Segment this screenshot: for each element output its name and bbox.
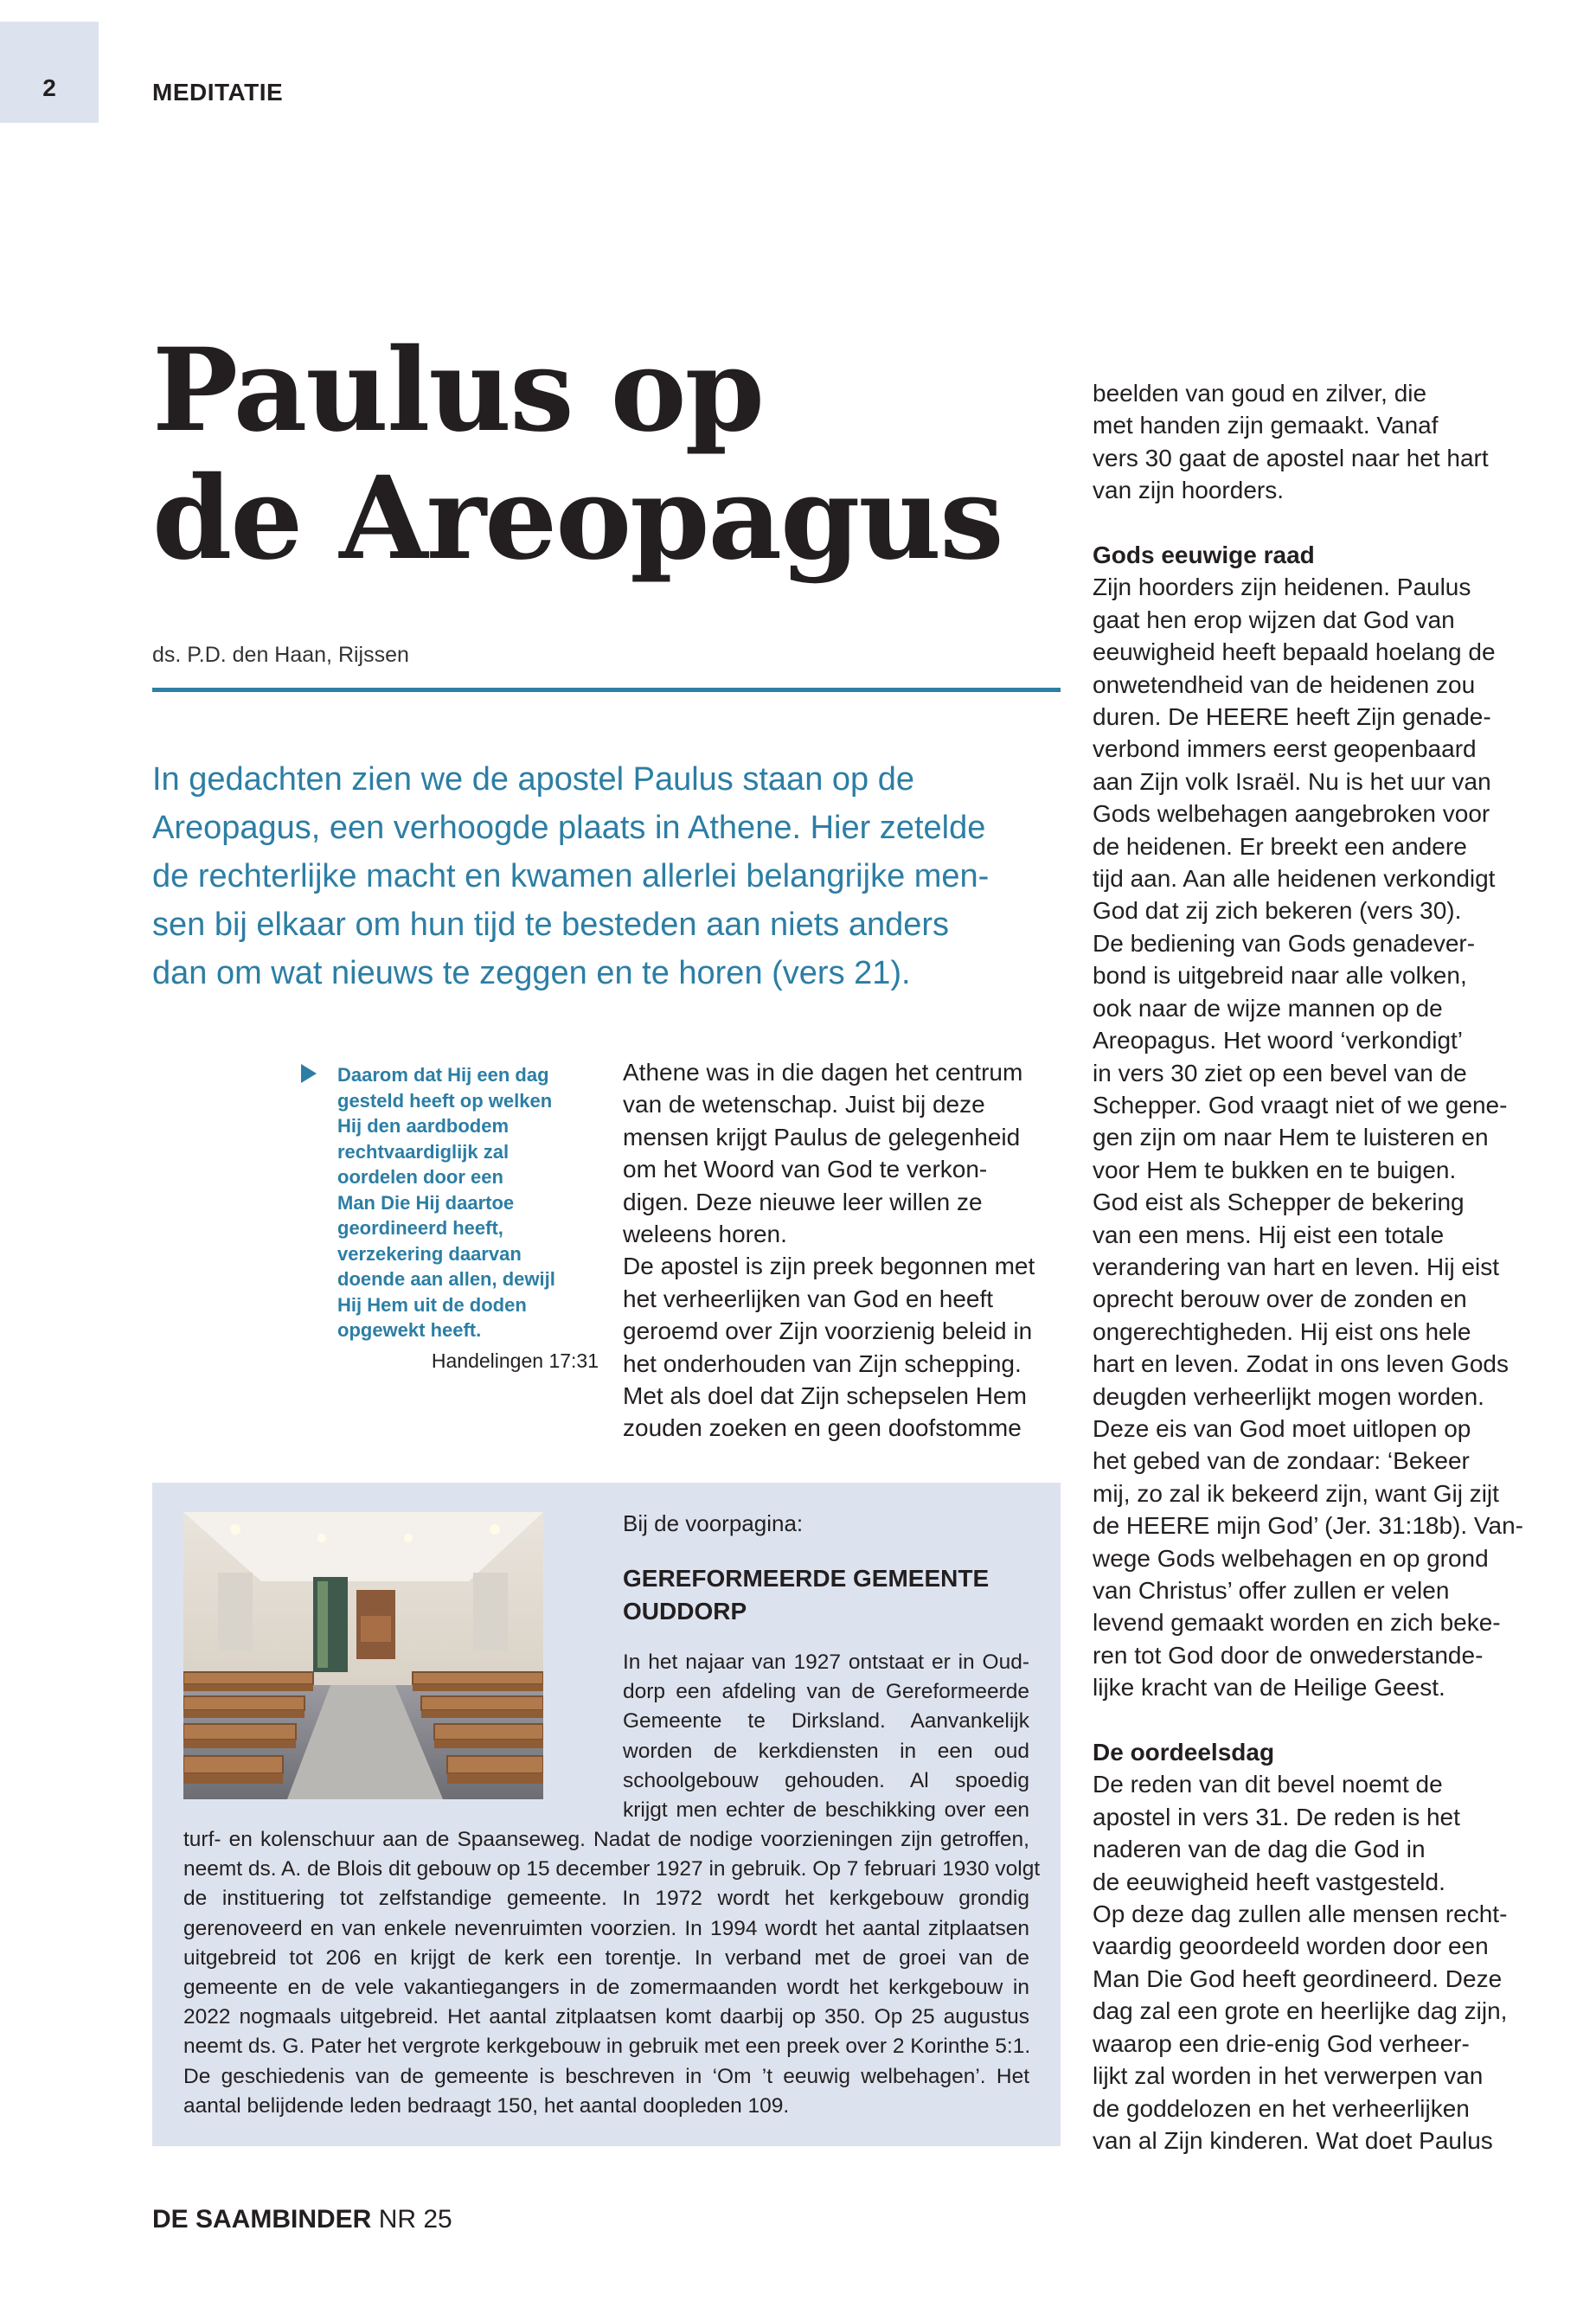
text-line: duren. De HEERE heeft Zijn genade- bbox=[1093, 703, 1491, 731]
text-line: hart en leven. Zodat in ons leven Gods bbox=[1093, 1350, 1509, 1378]
text-line: De apostel is zijn preek begonnen met bbox=[623, 1253, 1035, 1280]
text-line: Gemeente te Dirksland. Aanvankelijk bbox=[623, 1709, 1029, 1734]
text-line: met handen zijn gemaakt. Vanaf bbox=[1093, 412, 1439, 439]
text-line: gerenoveerd en van enkele nevenruimten voorzien. In 1994 wordt het aantal zitplaatsen bbox=[183, 1916, 1029, 1940]
text-line: verandering van hart en leven. Hij eist bbox=[1093, 1253, 1500, 1280]
text-line: in vers 30 ziet op een bevel van de bbox=[1093, 1059, 1467, 1086]
text-line: tijd aan. Aan alle heidenen verkondigt bbox=[1093, 865, 1496, 893]
text-line: opgewekt heeft. bbox=[337, 1319, 482, 1341]
infobox-title-line: OUDDORP bbox=[623, 1598, 747, 1625]
text-line: In gedachten zien we de apostel Paulus staan op de bbox=[152, 761, 914, 798]
text-line: verzekering daarvan bbox=[337, 1242, 522, 1265]
section-heading: Gods eeuwige raad bbox=[1093, 542, 1315, 569]
text-line: de goddelozen en het verheerlijken bbox=[1093, 2094, 1470, 2122]
section-label: MEDITATIE bbox=[152, 79, 284, 106]
text-line: van al Zijn kinderen. Wat doet Paulus bbox=[1093, 2126, 1493, 2154]
title-line: de Areopagus bbox=[152, 452, 1003, 586]
text-line: het verheerlijken van God en heeft bbox=[623, 1285, 994, 1312]
lead-paragraph bbox=[152, 755, 1069, 997]
article-title bbox=[152, 324, 1069, 586]
text-line: de heidenen. Er breekt een andere bbox=[1093, 832, 1467, 860]
text-line: dag zal een grote en heerlijke dag zijn, bbox=[1093, 1997, 1508, 2025]
text-line: Hij den aardbodem bbox=[337, 1115, 510, 1137]
text-line: voor Hem te bukken en te buigen. bbox=[1093, 1156, 1457, 1183]
text-line: gen zijn om naar Hem te luisteren en bbox=[1093, 1124, 1489, 1151]
text-line: Man Die God heeft geordineerd. Deze bbox=[1093, 1965, 1503, 1992]
text-line: Hij Hem uit de doden bbox=[337, 1293, 527, 1316]
infobox-text-beside-photo bbox=[623, 1648, 1029, 1825]
footer-issue: NR 25 bbox=[378, 2205, 452, 2234]
text-line: gemeente en de vele vakantiegangers in de zomermaanden wordt het kerkgebouw in bbox=[183, 1976, 1029, 2000]
text-line: wege Gods welbehagen en op grond bbox=[1093, 1544, 1489, 1572]
text-line: In het najaar van 1927 ontstaat er in Oud- bbox=[623, 1650, 1029, 1674]
text-line: De reden van dit bevel noemt de bbox=[1093, 1771, 1443, 1798]
section-heading: De oordeelsdag bbox=[1093, 1739, 1275, 1766]
text-line: De bediening van Gods genadever- bbox=[1093, 929, 1476, 957]
text-line: Deze eis van God moet uitlopen op bbox=[1093, 1414, 1471, 1442]
text-line: gaat hen erop wijzen dat God van bbox=[1093, 606, 1455, 633]
text-line: van een mens. Hij eist een totale bbox=[1093, 1221, 1445, 1248]
text-line: De geschiedenis van de gemeente is beschreven in ‘Om ’t eeuwig welbehagen’. Het bbox=[183, 2064, 1029, 2088]
text-line: doende aan allen, dewijl bbox=[337, 1268, 555, 1290]
text-line: worden de kerkdiensten in een oud bbox=[623, 1739, 1029, 1763]
title-divider bbox=[152, 688, 1061, 692]
infobox-title bbox=[623, 1562, 989, 1628]
text-line: ongerechtigheden. Hij eist ons hele bbox=[1093, 1317, 1471, 1345]
text-line: levend gemaakt worden en zich beke- bbox=[1093, 1609, 1501, 1637]
text-line: van Christus’ offer zullen er velen bbox=[1093, 1577, 1450, 1605]
quote-reference: Handelingen 17:31 bbox=[431, 1349, 599, 1372]
text-line: dan om wat nieuws te zeggen en te horen (vers 21). bbox=[152, 955, 911, 991]
text-line: lijkt zal worden in het verwerpen van bbox=[1093, 2062, 1484, 2090]
text-line: digen. Deze nieuwe leer willen ze bbox=[623, 1188, 983, 1215]
text-line: Gods welbehagen aangebroken voor bbox=[1093, 800, 1490, 828]
text-line: geordineerd heeft, bbox=[337, 1217, 503, 1239]
footer bbox=[152, 2204, 452, 2235]
infobox-label: Bij de voorpagina: bbox=[623, 1510, 804, 1536]
text-line: de HEERE mijn God’ (Jer. 31:18b). Van- bbox=[1093, 1512, 1523, 1540]
body-column-right bbox=[1093, 377, 1560, 2157]
footer-brand: DE SAAMBINDER bbox=[152, 2205, 372, 2234]
page-number: 2 bbox=[42, 74, 56, 101]
text-line: de instituering tot zelfstandige gemeente. In 1972 wordt het kerkgebouw grondig bbox=[183, 1887, 1029, 1911]
text-line: dorp een afdeling van de Gereformeerde bbox=[623, 1680, 1029, 1704]
text-line: sen bij elkaar om hun tijd te besteden aan niets anders bbox=[152, 907, 950, 943]
text-line: verbond immers eerst geopenbaard bbox=[1093, 735, 1477, 763]
text-line: Schepper. God vraagt niet of we gene- bbox=[1093, 1091, 1508, 1118]
text-line: om het Woord van God te verkon- bbox=[623, 1156, 988, 1183]
text-line: onwetendheid van de heidenen zou bbox=[1093, 670, 1476, 698]
text-line: van zijn hoorders. bbox=[1093, 477, 1285, 504]
text-line: Areopagus. Het woord ‘verkondigt’ bbox=[1093, 1027, 1464, 1054]
triangle-bullet-icon bbox=[301, 1064, 317, 1083]
text-line: beelden van goud en zilver, die bbox=[1093, 380, 1427, 407]
text-line: lijke kracht van de Heilige Geest. bbox=[1093, 1674, 1445, 1702]
text-line: deugden verheerlijkt mogen worden. bbox=[1093, 1382, 1484, 1410]
text-line: oprecht berouw over de zonden en bbox=[1093, 1285, 1467, 1313]
text-line: eeuwigheid heeft bepaald hoelang de bbox=[1093, 638, 1496, 666]
text-line: aan Zijn volk Israël. Nu is het uur van bbox=[1093, 767, 1491, 795]
text-line: Athene was in die dagen het centrum bbox=[623, 1059, 1023, 1086]
infobox-title-line: GEREFORMEERDE GEMEENTE bbox=[623, 1565, 990, 1592]
text-line: 2022 nogmaals uitgebreid. Het aantal zitplaatsen komt daarbij op 350. Op 25 augustus bbox=[183, 2005, 1029, 2029]
text-line: Zijn hoorders zijn heidenen. Paulus bbox=[1093, 574, 1471, 601]
text-line: turf- en kolenschuur aan de Spaanseweg. Nadat de nodige voorzieningen zijn getroffen, bbox=[183, 1828, 1029, 1851]
title-line: Paulus op bbox=[152, 324, 763, 458]
text-line: schoolgebouw gehouden. Al spoedig bbox=[623, 1768, 1029, 1792]
infobox-text-full bbox=[183, 1825, 1041, 2121]
text-line: vers 30 gaat de apostel naar het hart bbox=[1093, 444, 1489, 471]
paragraph-gap bbox=[1093, 507, 1560, 539]
text-line: de rechterlijke macht en kwamen allerlei belangrijke men- bbox=[152, 858, 990, 894]
text-line: weleens horen. bbox=[623, 1221, 787, 1248]
text-line: gesteld heeft op welken bbox=[337, 1089, 553, 1112]
text-line: zouden zoeken en geen doofstomme bbox=[623, 1414, 1022, 1442]
body-column-middle bbox=[623, 1056, 1073, 1445]
text-line: Op deze dag zullen alle mensen recht- bbox=[1093, 1900, 1508, 1928]
text-line: uitgebreid tot 206 en krijgt de kerk een torentje. In verband met de groei van de bbox=[183, 1945, 1029, 1970]
text-line: vaardig geoordeeld worden door een bbox=[1093, 1932, 1489, 1960]
text-line: de eeuwigheid heeft vastgesteld. bbox=[1093, 1868, 1445, 1895]
text-line: van de wetenschap. Juist bij deze bbox=[623, 1091, 985, 1118]
text-line: rechtvaardiglijk zal bbox=[337, 1140, 510, 1163]
text-line: het onderhouden van Zijn schepping. bbox=[623, 1349, 1022, 1377]
text-line: Areopagus, een verhoogde plaats in Athene. Hier zetelde bbox=[152, 810, 986, 846]
text-line: ook naar de wijze mannen op de bbox=[1093, 994, 1443, 1022]
text-line: God dat zij zich bekeren (vers 30). bbox=[1093, 897, 1462, 925]
text-line: krijgt men echter de beschikking over een bbox=[623, 1798, 1029, 1823]
text-line: mij, zo zal ik bekeerd zijn, want Gij zijt bbox=[1093, 1479, 1499, 1507]
text-line: Man Die Hij daartoe bbox=[337, 1191, 515, 1214]
text-line: geroemd over Zijn voorzienig beleid in bbox=[623, 1317, 1033, 1345]
text-line: apostel in vers 31. De reden is het bbox=[1093, 1803, 1460, 1830]
text-line: waarop een drie-enig God verheer- bbox=[1093, 2029, 1470, 2057]
byline: ds. P.D. den Haan, Rijssen bbox=[152, 643, 409, 667]
text-line: naderen van de dag die God in bbox=[1093, 1836, 1426, 1863]
text-line: Daarom dat Hij een dag bbox=[337, 1064, 549, 1086]
text-line: ren tot God door de onwederstande- bbox=[1093, 1641, 1484, 1669]
text-line: aantal belijdende leden bedraagt 150, het aantal doopleden 109. bbox=[183, 2093, 790, 2118]
text-line: neemt ds. G. Pater het vergrote kerkgebouw in gebruik met een preek over 2 Korinthe 5:1. bbox=[183, 2035, 1031, 2059]
text-line: bond is uitgebreid naar alle volken, bbox=[1093, 962, 1467, 990]
text-line: neemt ds. A. de Blois dit gebouw op 15 december 1927 in gebruik. Op 7 februari 1930 volgt bbox=[183, 1857, 1041, 1881]
text-line: oordelen door een bbox=[337, 1166, 503, 1188]
church-interior-photo bbox=[183, 1512, 543, 1799]
text-line: mensen krijgt Paulus de gelegenheid bbox=[623, 1123, 1021, 1150]
paragraph-gap bbox=[1093, 1704, 1560, 1736]
text-line: God eist als Schepper de bekering bbox=[1093, 1189, 1465, 1216]
quote-text bbox=[337, 1062, 597, 1343]
text-line: Met als doel dat Zijn schepselen Hem bbox=[623, 1382, 1027, 1410]
text-line: het gebed van de zondaar: ‘Bekeer bbox=[1093, 1447, 1470, 1475]
